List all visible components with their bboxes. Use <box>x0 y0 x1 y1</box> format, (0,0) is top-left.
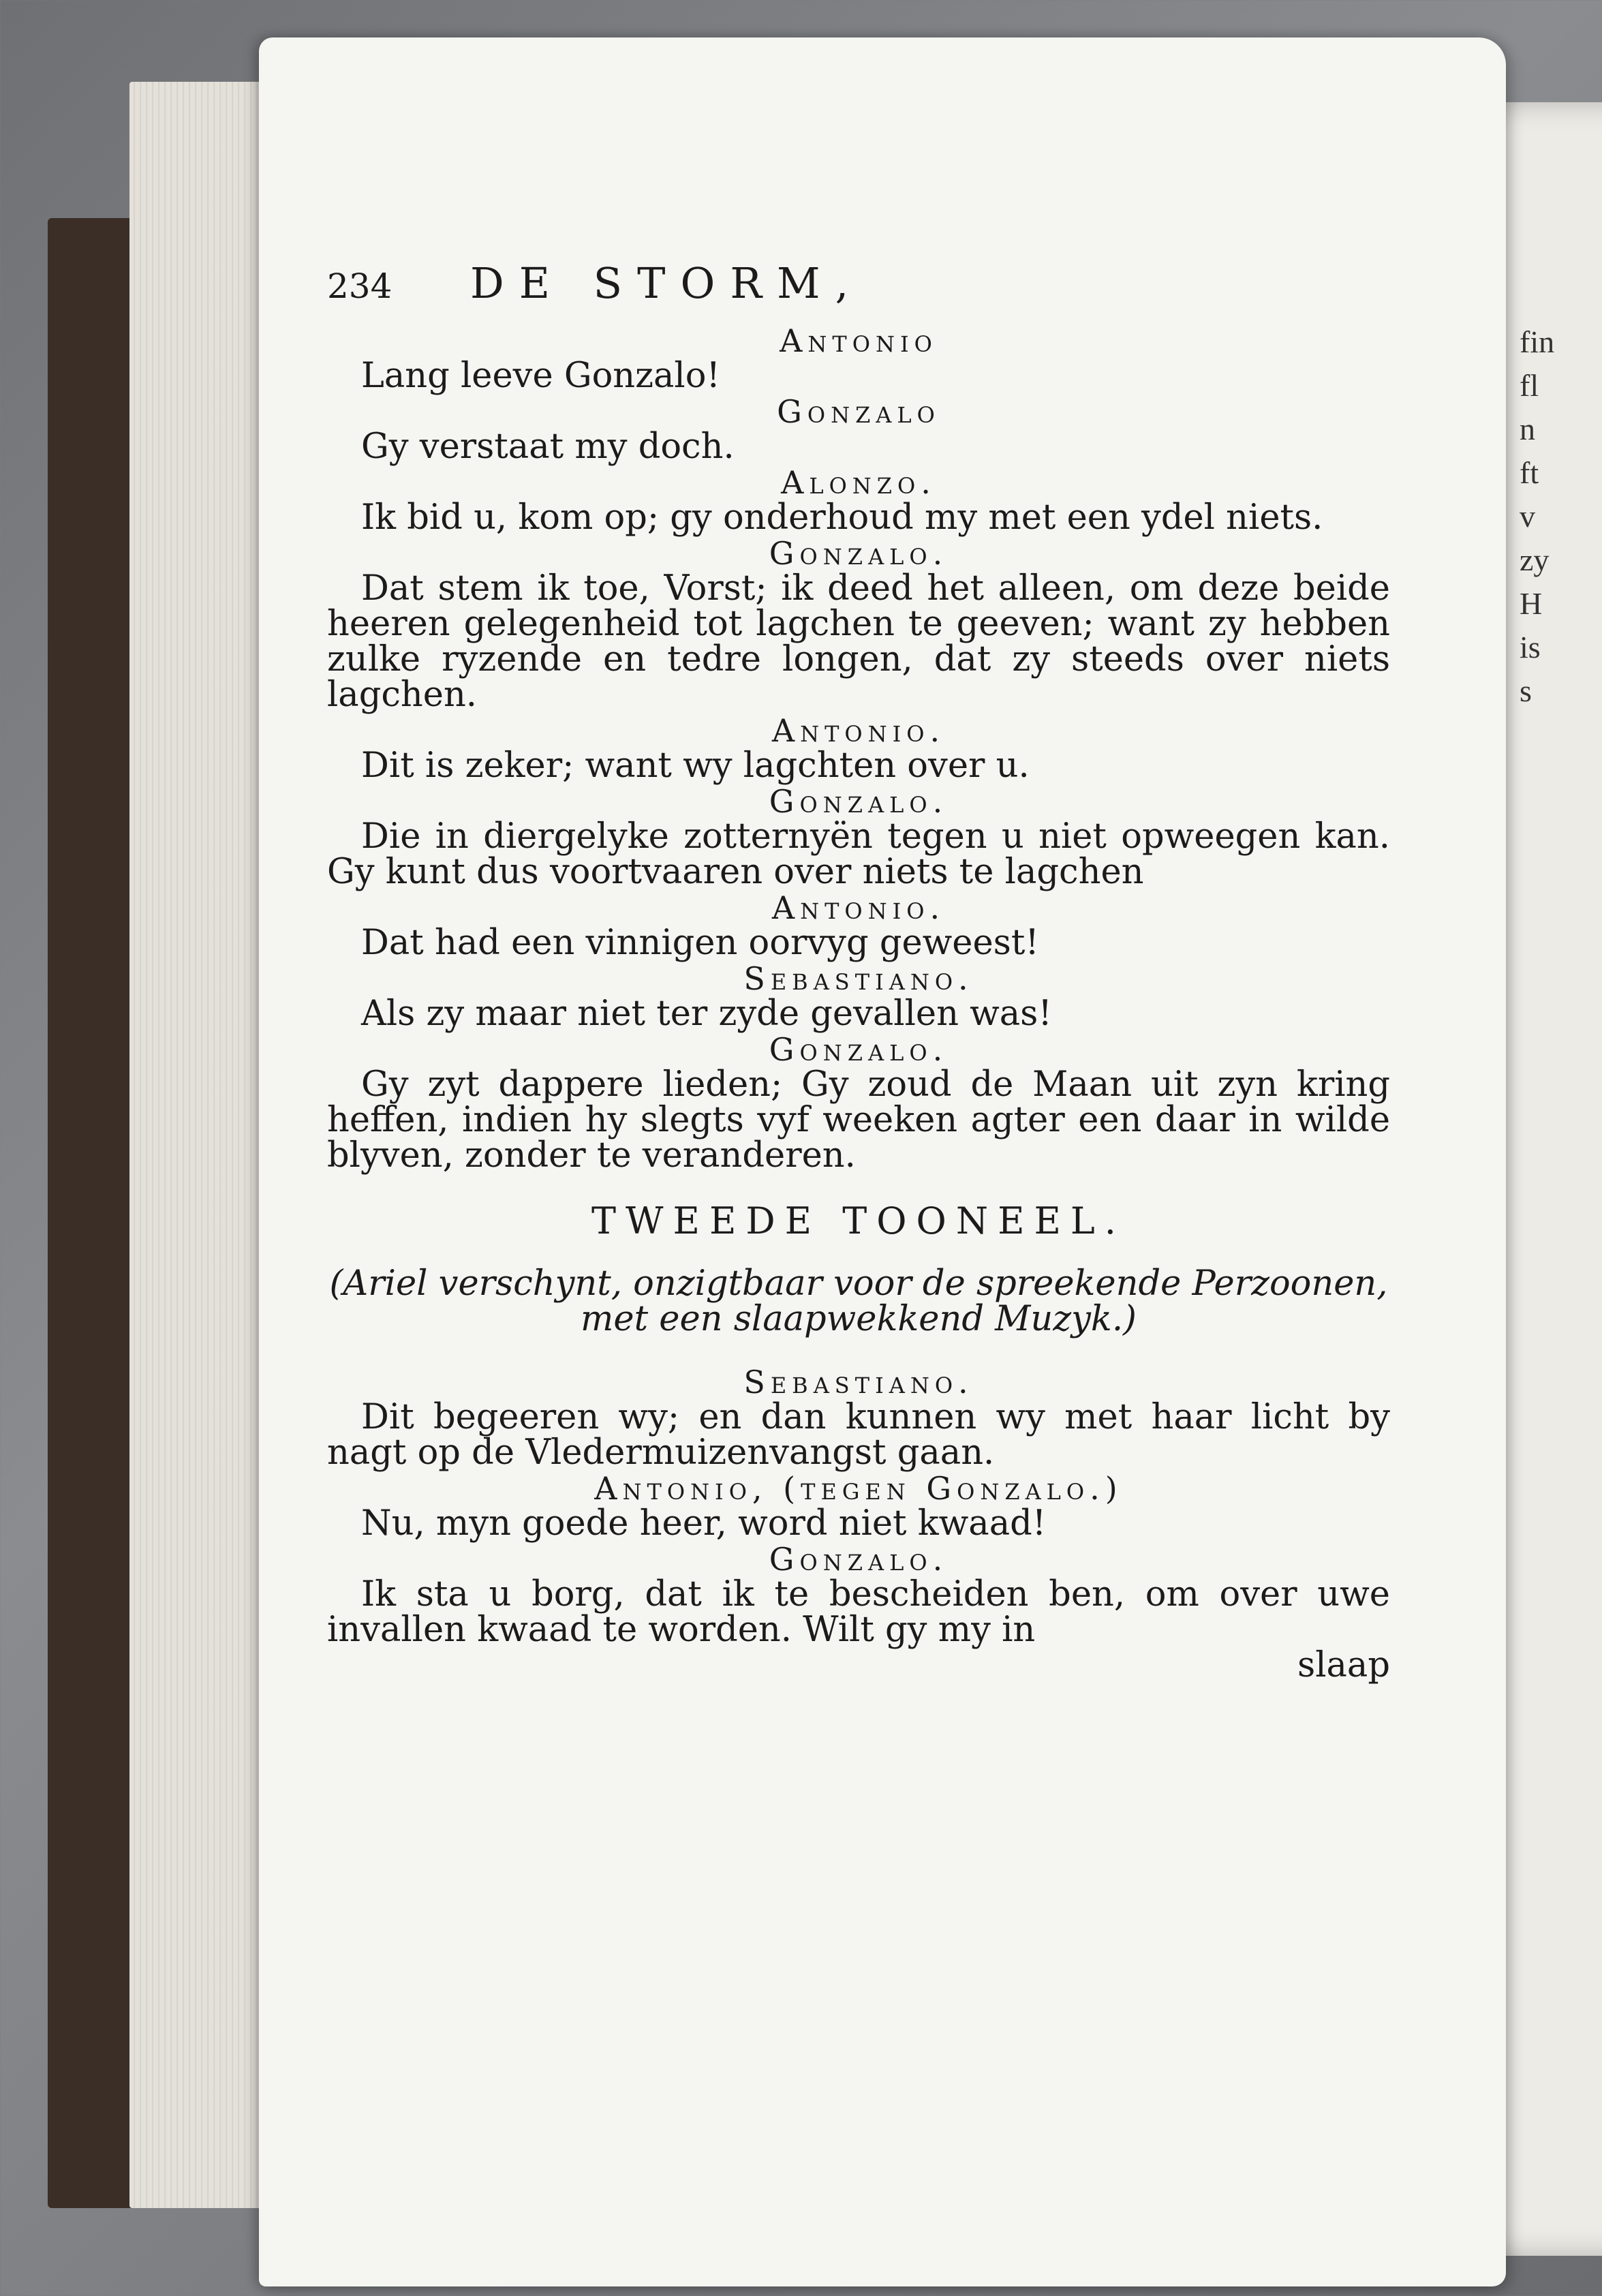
catchword: slaap <box>1297 1645 1390 1685</box>
speaker-name: Gonzalo. <box>769 783 949 820</box>
speaker-name: Alonzo. <box>781 464 936 501</box>
facing-page-fragment: n <box>1520 412 1535 446</box>
facing-page-fragment: zy <box>1520 542 1550 577</box>
speech-text: Gy verstaat my doch. <box>361 427 735 467</box>
running-title: DE STORM, <box>470 258 864 308</box>
facing-page-text <box>1520 320 1601 713</box>
page-header <box>327 258 1390 323</box>
facing-page-fragment: s <box>1520 673 1532 708</box>
facing-page-fragment: ft <box>1520 455 1539 490</box>
speech-text: Gy zyt dappere lieden; Gy zoud de Maan uit zyn kring heffen, indien hy slegts vyf weeken agter een daar in wilde blyven, zonder te veranderen. <box>327 1065 1390 1176</box>
speech-text: Lang leeve Gonzalo! <box>361 356 720 396</box>
stage-direction: (Ariel verschynt, onzigtbaar voor de spreekende Perzoonen, met een slaapwekkend Muzyk.) <box>329 1264 1388 1339</box>
speech-text: Ik sta u borg, dat ik te bescheiden ben, om over uwe invallen kwaad te worden. Wilt gy my in <box>327 1574 1390 1650</box>
facing-page-fragment: is <box>1520 630 1541 664</box>
speaker-name: Antonio, (tegen Gonzalo.) <box>594 1470 1123 1507</box>
page-number: 234 <box>327 266 392 306</box>
speech-text: Die in diergelyke zotternyën tegen u niet opweegen kan. Gy kunt dus voortvaaren over niets te lagchen <box>327 816 1390 892</box>
speaker-name: Sebastiano. <box>743 960 974 997</box>
speaker-name: Gonzalo <box>777 393 940 430</box>
facing-page-fragment: H <box>1520 586 1543 621</box>
speaker-name: Sebastiano. <box>743 1364 974 1400</box>
scene-heading: TWEEDE TOONEEL. <box>591 1199 1126 1242</box>
facing-page-fragment: fin <box>1520 324 1555 359</box>
speaker-name: Antonio <box>780 322 938 359</box>
speaker-name: Gonzalo. <box>769 535 949 572</box>
page-text <box>327 258 1390 1685</box>
speaker-name: Antonio. <box>771 712 946 749</box>
speech-text: Dit is zeker; want wy lagchten over u. <box>361 746 1030 786</box>
speech-text: Dit begeeren wy; en dan kunnen wy met haar licht by nagt op de Vledermuizenvangst gaan. <box>327 1397 1390 1473</box>
speaker-name: Gonzalo. <box>769 1541 949 1578</box>
facing-page-fragment: v <box>1520 499 1535 534</box>
speech-text: Als zy maar niet ter zyde gevallen was! <box>361 994 1052 1034</box>
speech-text: Dat stem ik toe, Vorst; ik deed het alleen, om deze beide heeren gelegenheid tot lagchen te geeven; want zy hebben zulke ryzende en tedre longen, dat zy steeds over niets lagchen. <box>327 568 1390 715</box>
speaker-name: Antonio. <box>771 889 946 926</box>
dialogue-section-1 <box>327 323 1390 1174</box>
speech-text: Ik bid u, kom op; gy onderhoud my met een ydel niets. <box>361 498 1323 538</box>
speech-text: Dat had een vinnigen oorvyg geweest! <box>361 923 1039 963</box>
speech-text: Nu, myn goede heer, word niet kwaad! <box>361 1503 1047 1544</box>
dialogue-section-2 <box>327 1364 1390 1648</box>
facing-page-fragment: fl <box>1520 368 1539 403</box>
speaker-name: Gonzalo. <box>769 1031 949 1068</box>
